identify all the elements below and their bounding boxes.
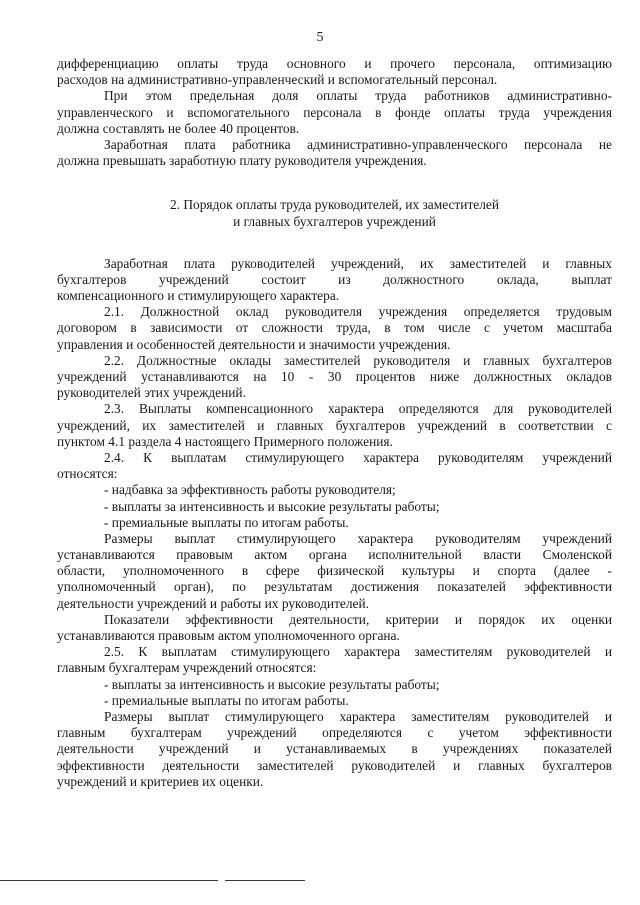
footer-rule	[0, 880, 218, 881]
text-line: Заработная плата работника административно-управленческого персонала не	[104, 136, 612, 152]
text-line: эффективности деятельности заместителей руководителей и главных бухгалтеров	[57, 757, 612, 773]
text-line: Размеры выплат стимулирующего характера руководителям учреждений	[104, 530, 612, 546]
text-line: Размеры выплат стимулирующего характера заместителям руководителей и	[104, 708, 612, 724]
text-line: Заработная плата руководителей учреждений, их заместителей и главных	[104, 255, 612, 271]
intro-block	[57, 56, 612, 169]
text-line: должна превышать заработную плату руководителя учреждения.	[57, 153, 427, 169]
text-line: При этом предельная доля оплаты труда работников административно-	[104, 88, 612, 104]
document-body	[57, 56, 612, 790]
list-item: - выплаты за интенсивность и высокие результаты работы;	[104, 498, 440, 514]
list-item: - надбавка за эффективность работы руководителя;	[104, 482, 396, 498]
page-number: 5	[316, 30, 324, 45]
text-line: деятельности учреждений и устанавливаемых в учреждениях показателей	[57, 741, 612, 757]
text-line: уполномоченный орган), по результатам достижения показателей эффективности	[57, 579, 612, 595]
text-line: области, уполномоченного в сфере физической культуры и спорта (далее -	[57, 563, 612, 579]
text-line: деятельности учреждений и работы их руководителей.	[57, 595, 370, 611]
text-line: компенсационного и стимулирующего характера.	[57, 288, 340, 304]
text-line: 2.4. К выплатам стимулирующего характера руководителям учреждений	[104, 449, 612, 465]
section-heading-line: 2. Порядок оплаты труда руководителей, их заместителей	[169, 197, 500, 213]
text-line: 2.5. К выплатам стимулирующего характера заместителям руководителей и	[104, 644, 612, 660]
text-line: руководителей этих учреждений.	[57, 385, 246, 401]
text-line: учреждений устанавливаются на 10 - 30 процентов ниже должностных окладов	[57, 369, 612, 385]
section-heading	[57, 197, 612, 229]
text-line: 2.1. Должностной оклад руководителя учреждения определяется трудовым	[104, 304, 612, 320]
text-line: управленческого и вспомогательного персонала в фонде оплаты труда учреждения	[57, 104, 612, 120]
list-item: - премиальные выплаты по итогам работы.	[104, 692, 349, 708]
text-line: относятся:	[57, 466, 118, 482]
text-line: Показатели эффективности деятельности, критерии и порядок их оценки	[104, 611, 612, 627]
text-line: учреждений, их заместителей и главных бухгалтеров учреждений в соответствии с	[57, 417, 612, 433]
text-line: учреждений и критериев их оценки.	[57, 773, 264, 789]
text-line: дифференциацию оплаты труда основного и прочего персонала, оптимизацию	[57, 56, 612, 71]
text-line: управления и особенностей деятельности и значимости учреждения.	[57, 336, 451, 352]
text-line: расходов на административно-управленческий и вспомогательный персонал.	[57, 72, 498, 88]
text-line: главным бухгалтерам учреждений относятся:	[57, 660, 317, 676]
list-item: - премиальные выплаты по итогам работы.	[104, 514, 349, 530]
text-line: устанавливаются правовым актом органа исполнительной власти Смоленской	[57, 547, 612, 563]
text-line: бухгалтеров учреждений состоит из должностного оклада, выплат	[57, 271, 612, 287]
list-item: - выплаты за интенсивность и высокие результаты работы;	[104, 676, 440, 692]
section-body	[57, 256, 612, 790]
text-line: 2.2. Должностные оклады заместителей руководителя и главных бухгалтеров	[104, 352, 612, 368]
text-line: 2.3. Выплаты компенсационного характера определяются для руководителей	[104, 401, 612, 417]
section-heading-line: и главных бухгалтеров учреждений	[233, 213, 436, 229]
text-line: пунктом 4.1 раздела 4 настоящего Примерного положения.	[57, 433, 393, 449]
text-line: главным бухгалтерам учреждений определяются с учетом эффективности	[57, 725, 612, 741]
text-line: должна составлять не более 40 процентов.	[57, 120, 300, 136]
text-line: устанавливаются правовым актом уполномоченного органа.	[57, 628, 400, 644]
footer-rule	[225, 880, 305, 881]
text-line: договором в зависимости от сложности труда, в том числе с учетом масштаба	[57, 320, 612, 336]
